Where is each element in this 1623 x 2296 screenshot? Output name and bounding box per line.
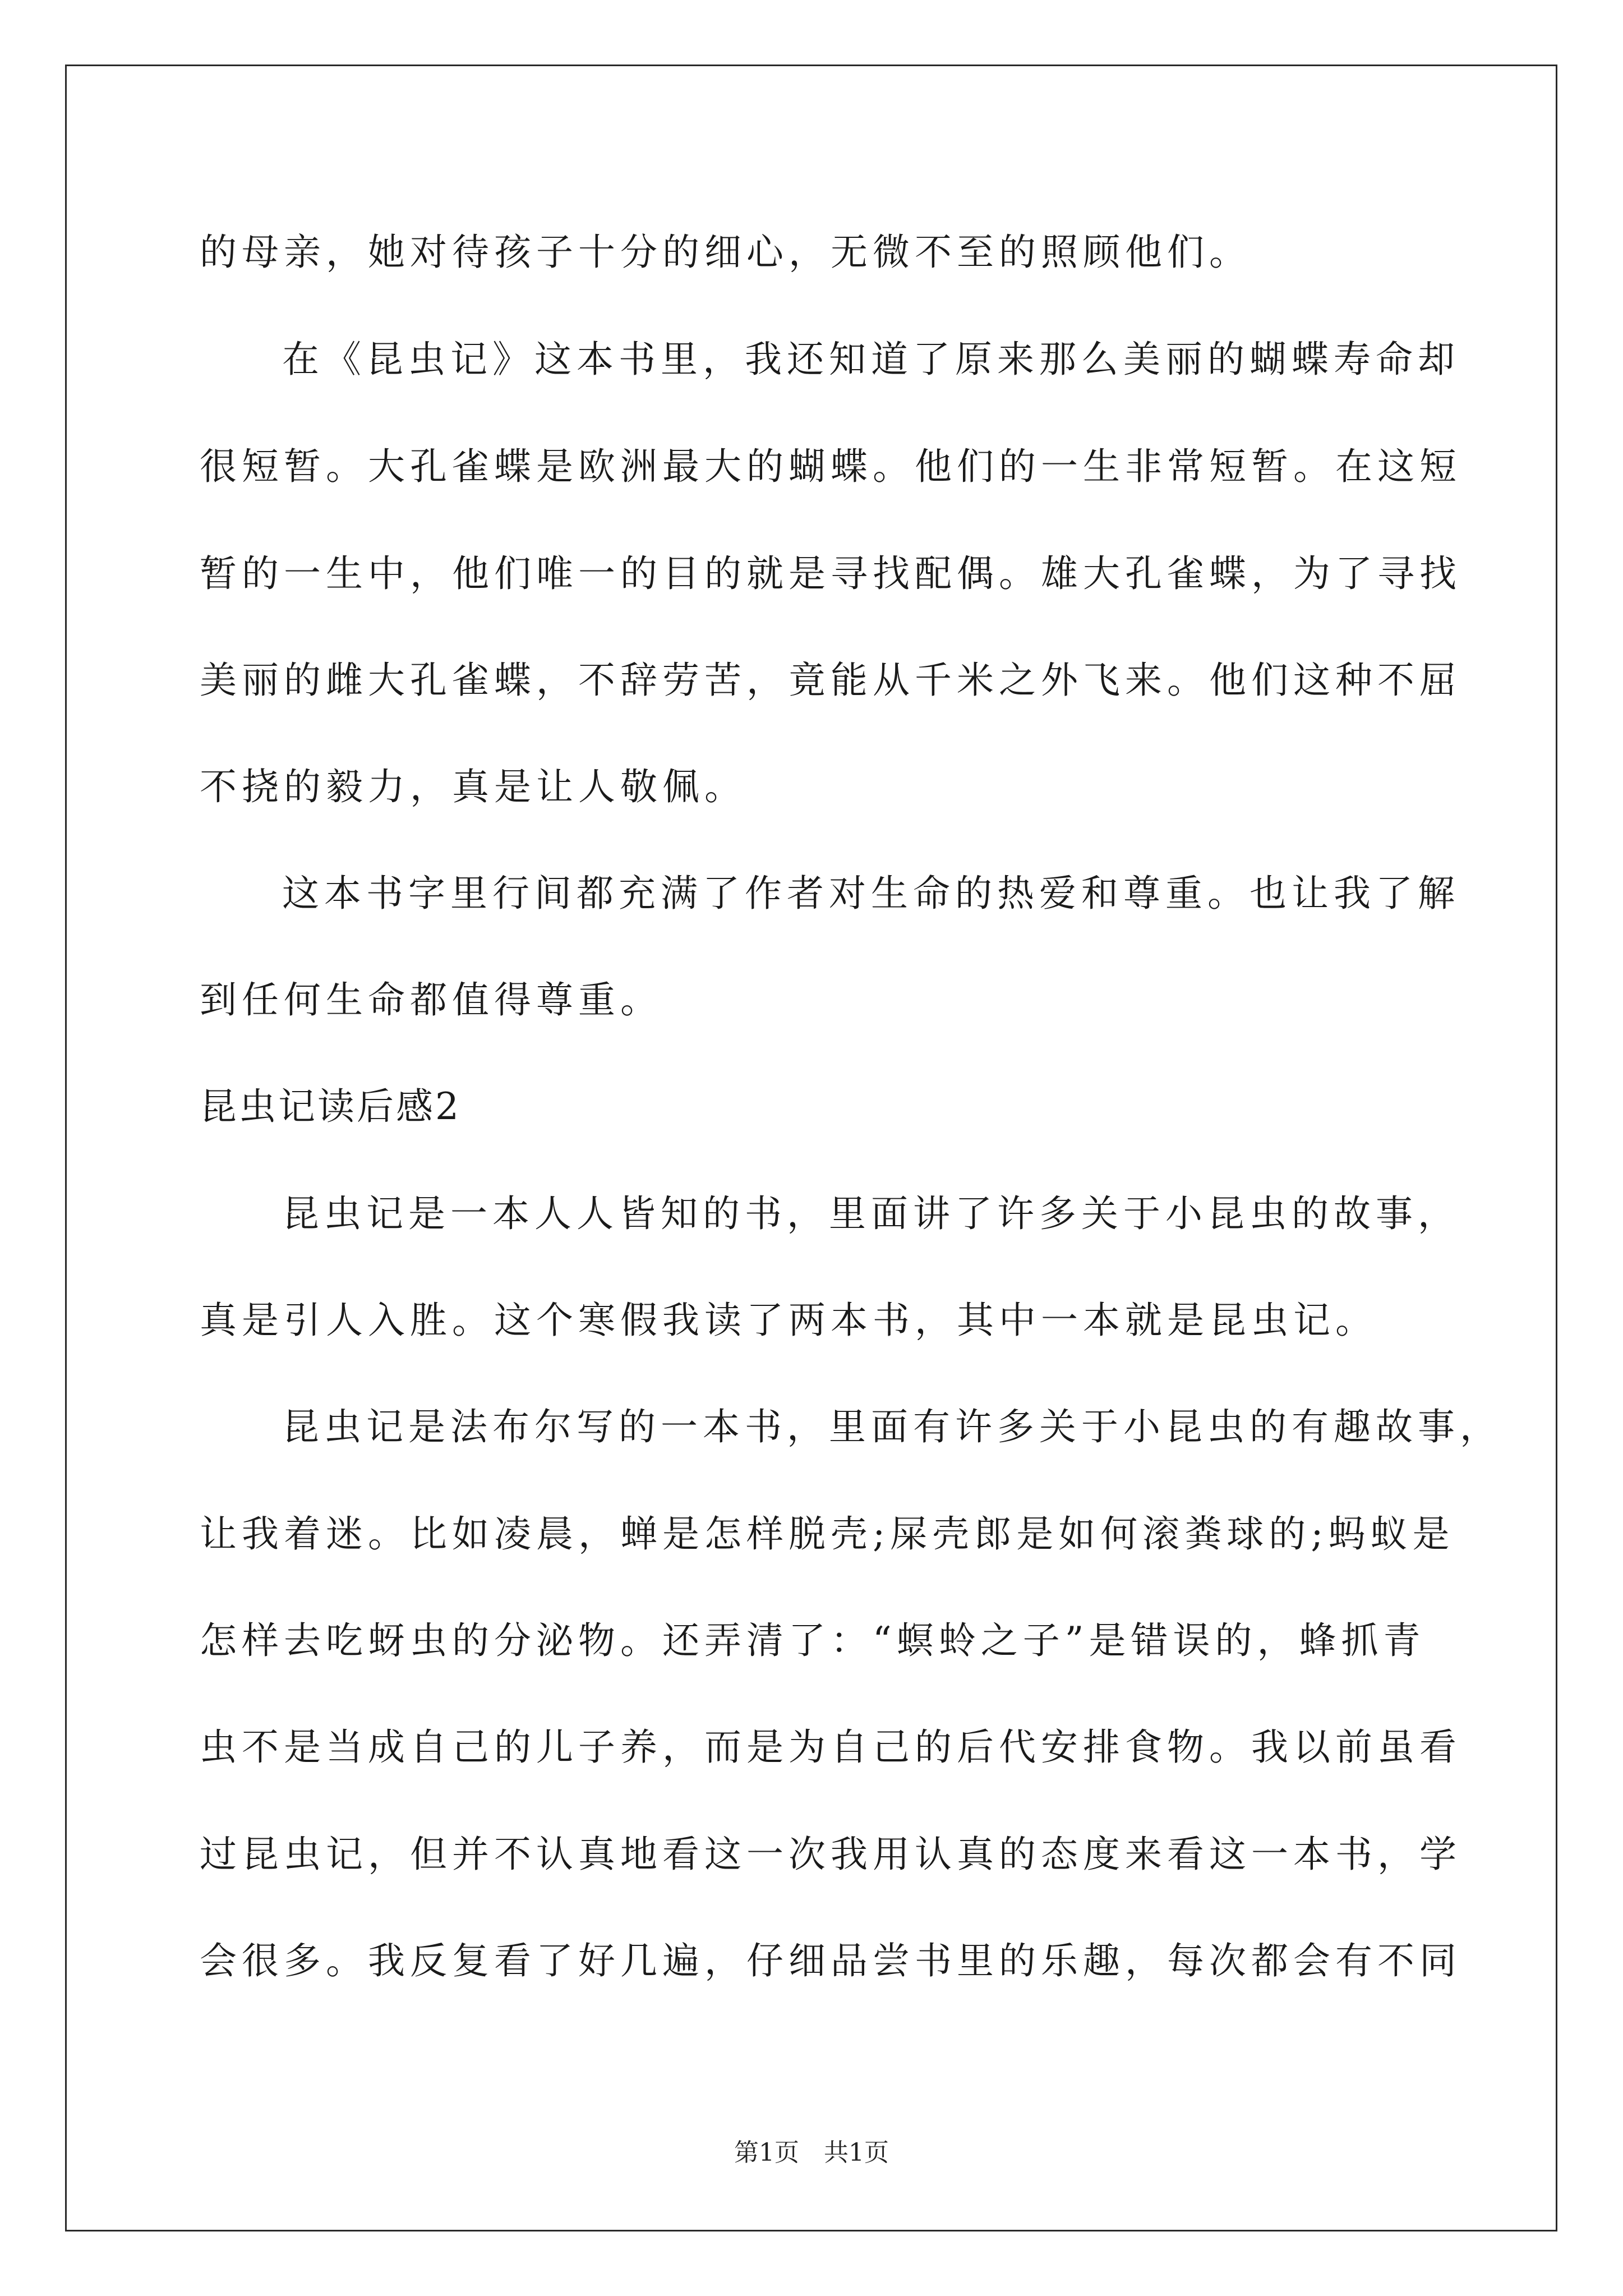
paragraph-line: 昆虫记是法布尔写的一本书，里面有许多关于小昆虫的有趣故事， — [282, 1405, 1502, 1448]
page-number-footer: 第1页 共1页 — [734, 2138, 889, 2167]
paragraph-line: 很短暂。大孔雀蝶是欧洲最大的蝴蝶。他们的一生非常短暂。在这短 — [200, 445, 1461, 488]
paragraph-line: 美丽的雌大孔雀蝶，不辞劳苦，竟能从千米之外飞来。他们这种不屈 — [200, 659, 1461, 702]
paragraph-line: 让我着迷。比如凌晨，蝉是怎样脱壳;屎壳郎是如何滚粪球的;蚂蚁是 — [200, 1512, 1455, 1556]
paragraph-line: 这本书字里行间都充满了作者对生命的热爱和尊重。也让我了解 — [282, 872, 1460, 915]
paragraph-line: 会很多。我反复看了好几遍，仔细品尝书里的乐趣，每次都会有不同 — [200, 1939, 1461, 1982]
page-border — [65, 65, 1557, 2231]
paragraph-line: 的母亲，她对待孩子十分的细心，无微不至的照顾他们。 — [200, 231, 1251, 274]
paragraph-line: 昆虫记是一本人人皆知的书，里面讲了许多关于小昆虫的故事， — [282, 1192, 1460, 1235]
paragraph-line: 虫不是当成自己的儿子养，而是为自己的后代安排食物。我以前虽看 — [200, 1726, 1461, 1769]
paragraph-line: 在《昆虫记》这本书里，我还知道了原来那么美丽的蝴蝶寿命却 — [282, 338, 1460, 381]
paragraph-line: 暂的一生中，他们唯一的目的就是寻找配偶。雄大孔雀蝶，为了寻找 — [200, 552, 1461, 595]
paragraph-line: 怎样去吃蚜虫的分泌物。还弄清了：“螟蛉之子”是错误的，蜂抓青 — [200, 1619, 1426, 1662]
paragraph-line: 真是引人入胜。这个寒假我读了两本书，其中一本就是昆虫记。 — [200, 1299, 1377, 1342]
section-heading: 昆虫记读后感2 — [200, 1085, 461, 1128]
paragraph-line: 不挠的毅力，真是让人敬佩。 — [200, 765, 746, 808]
paragraph-line: 到任何生命都值得尊重。 — [200, 978, 662, 1022]
paragraph-line: 过昆虫记，但并不认真地看这一次我用认真的态度来看这一本书，学 — [200, 1833, 1461, 1876]
